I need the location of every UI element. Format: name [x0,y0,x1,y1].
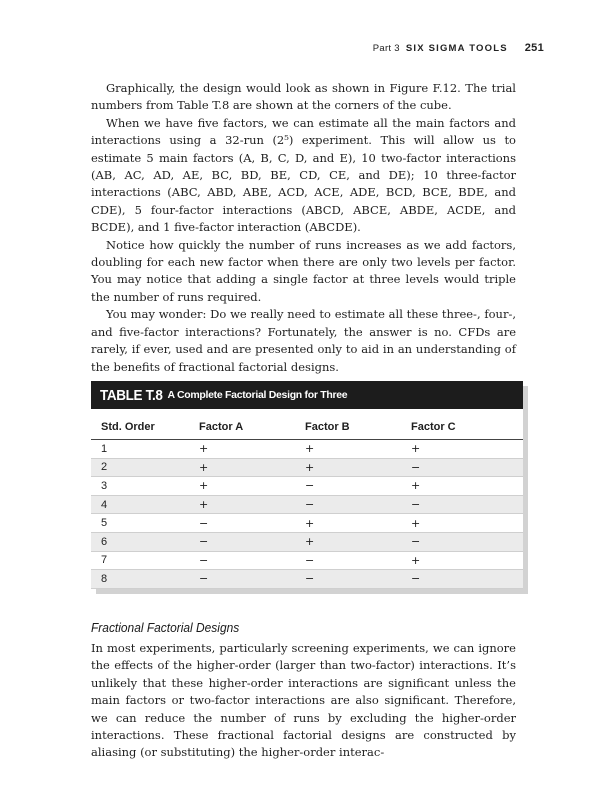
table-cell: + [411,553,421,567]
paragraph: When we have five factors, we can estimate all the main factors and interactions using a 32-run (2⁵) experiment. This will allow us to estimate 5 main factors (A, B, C, D, and E), 10 two-factor interactions (AB, AC, AD, AE, BC, BD, BE, CD, CE, and DE); 10 three-factor interactions (ABC, ABD, ABE, ACD, ACE, ADE, BCD, BCE, BDE, and CDE), 5 four-factor interactions (ABCD, ABCE, ABDE, ACDE, and BCDE), and 1 five-factor interaction (ABCDE). [91,115,516,235]
table-cell: − [305,572,315,586]
table-cell: + [305,442,315,456]
table-cell: + [305,460,315,474]
section-subheading: Fractional Factorial Designs [91,620,240,635]
table-cell: + [411,516,421,530]
table-caption: A Complete Factorial Design for Three [167,389,348,401]
table-cell: + [305,516,315,530]
table-cell: 3 [101,479,108,492]
body-text-top [91,80,516,376]
running-head [373,42,544,54]
column-header: Factor B [295,411,401,440]
table-cell: + [199,479,209,493]
table-cell: + [411,442,421,456]
table-title-bar [91,381,523,411]
factorial-design-table [91,411,523,589]
table-cell: − [305,498,315,512]
table-cell: 1 [101,442,108,455]
table-header-row [91,411,523,440]
table-row [91,532,523,551]
table-cell: − [305,553,315,567]
table-row [91,458,523,477]
table-label: TABLE T.8 [100,386,163,404]
paragraph: Notice how quickly the number of runs increases as we add factors, doubling for each new factor when there are only two levels per factor. You may notice that adding a single factor at three levels would triple the number of runs required. [91,237,516,304]
table-row [91,477,523,496]
paragraph: In most experiments, particularly screening experiments, we can ignore the effects of the higher-order (larger than two-factor) interactions. It’s unlikely that these higher-order interactions are significant unless the main factors or two-factor interactions are also significant. Therefore, we can reduce the number of runs by excluding the higher-order interactions. These fractional factorial designs are constructed by aliasing (or substituting) the higher-order interac- [91,641,516,760]
table-row [91,440,523,459]
body-text-bottom [91,640,516,762]
table-cell: − [411,460,421,474]
table-cell: + [305,535,315,549]
page-number: 251 [524,42,544,54]
table-cell: − [199,572,209,586]
paragraph: Graphically, the design would look as shown in Figure F.12. The trial numbers from Table T.8 are shown at the corners of the cube. [91,81,516,113]
table-cell: − [411,498,421,512]
table-row [91,514,523,533]
part-label: Part 3 [372,43,400,54]
table-row [91,495,523,514]
column-header: Std. Order [91,411,189,440]
table-t8 [91,381,523,589]
table-cell: − [199,535,209,549]
table-cell: + [199,442,209,456]
table-cell: − [199,553,209,567]
table-cell: − [305,479,315,493]
table-cell: 8 [101,572,108,585]
table-cell: − [411,535,421,549]
table-cell: 5 [101,517,108,530]
table-row [91,551,523,570]
column-header: Factor C [401,411,523,440]
table-cell: 7 [101,554,108,567]
column-header: Factor A [189,411,295,440]
table-cell: + [199,460,209,474]
paragraph: You may wonder: Do we really need to estimate all these three-, four-, and five-factor interactions? Fortunately, the answer is no. CFDs are rarely, if ever, used and are presented only to aid in an understanding of the benefits of fractional factorial designs. [91,307,516,374]
table-cell: − [199,516,209,530]
table-cell: + [199,498,209,512]
table-cell: 2 [101,461,108,474]
table-row [91,570,523,589]
table-cell: − [411,572,421,586]
table-cell: 4 [101,498,108,511]
table-cell: + [411,479,421,493]
section-title: SIX SIGMA TOOLS [405,43,508,54]
table-cell: 6 [101,535,108,548]
